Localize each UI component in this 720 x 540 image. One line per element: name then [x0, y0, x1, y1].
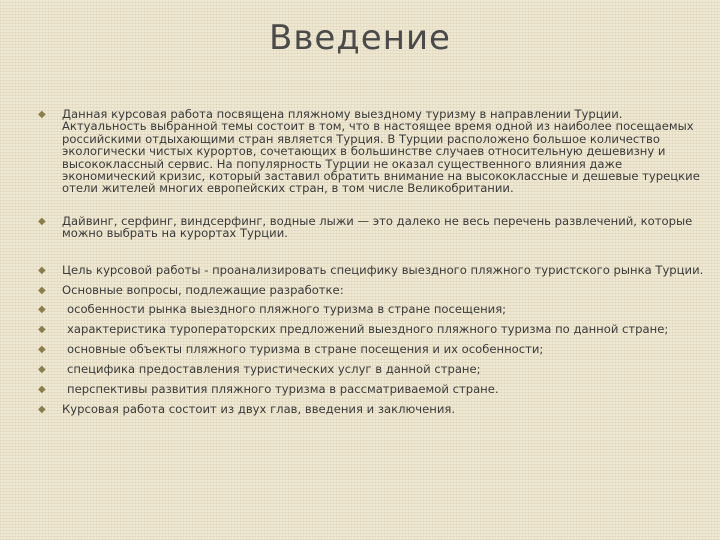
- list-item-text: особенности рынка выездного пляжного туризма в стране посещения;: [67, 302, 507, 317]
- list-item: [38, 108, 706, 195]
- list-item: [38, 363, 706, 375]
- diamond-bullet-icon: ◆: [38, 324, 46, 336]
- bullet-list: [38, 108, 706, 415]
- list-item: [38, 323, 706, 335]
- list-item-text: характеристика туроператорских предложений выездного пляжного туризма по данной стране;: [67, 322, 669, 337]
- list-item-text: перспективы развития пляжного туризма в рассматриваемой стране.: [67, 382, 499, 397]
- diamond-bullet-icon: ◆: [38, 364, 46, 376]
- list-item-text: Основные вопросы, подлежащие разработке:: [62, 282, 344, 297]
- diamond-bullet-icon: ◆: [38, 304, 46, 316]
- list-item-text: Данная курсовая работа посвящена пляжному выездному туризму в направлении Турции. Актуальность выбранной темы состоит в том, что в настоящее время одной из наиболее посещаемых российскими отдыхающими стран является Турция. В Турции расположено большое количество экологически чистых курортов, сочетающих в большинстве случаев относительную дешевизну и высококлассный сервис. На популярность Турции не оказал существенного влияния даже экономический кризис, который заставил обратить внимание на высококлассные и дешевые турецкие отели жителей многих европейских стран, в том числе Великобритании.: [62, 107, 700, 196]
- list-item: [38, 303, 706, 315]
- list-item: [38, 403, 706, 415]
- diamond-bullet-icon: ◆: [38, 384, 46, 396]
- diamond-bullet-icon: ◆: [38, 109, 46, 120]
- list-item-text: основные объекты пляжного туризма в стране посещения и их особенности;: [67, 342, 544, 357]
- diamond-bullet-icon: ◆: [38, 215, 46, 227]
- list-item: [38, 264, 706, 276]
- diamond-bullet-icon: ◆: [38, 264, 46, 276]
- list-item: [38, 383, 706, 395]
- list-item: [38, 343, 706, 355]
- diamond-bullet-icon: ◆: [38, 404, 46, 415]
- diamond-bullet-icon: ◆: [38, 344, 46, 356]
- diamond-bullet-icon: ◆: [38, 284, 46, 296]
- list-item: [38, 215, 706, 240]
- slide-title: Введение: [269, 18, 451, 58]
- list-item-text: Цель курсовой работы - проанализировать специфику выездного пляжного туристского рынка Турции.: [62, 262, 704, 277]
- list-item-text: специфика предоставления туристических услуг в данной стране;: [67, 362, 481, 377]
- list-item-text: Дайвинг, серфинг, виндсерфинг, водные лыжи — это далеко не весь перечень развлечений, которые можно выбрать на курортах Турции.: [62, 213, 693, 241]
- list-item-text: Курсовая работа состоит из двух глав, введения и заключения.: [62, 402, 456, 416]
- list-item: [38, 284, 706, 296]
